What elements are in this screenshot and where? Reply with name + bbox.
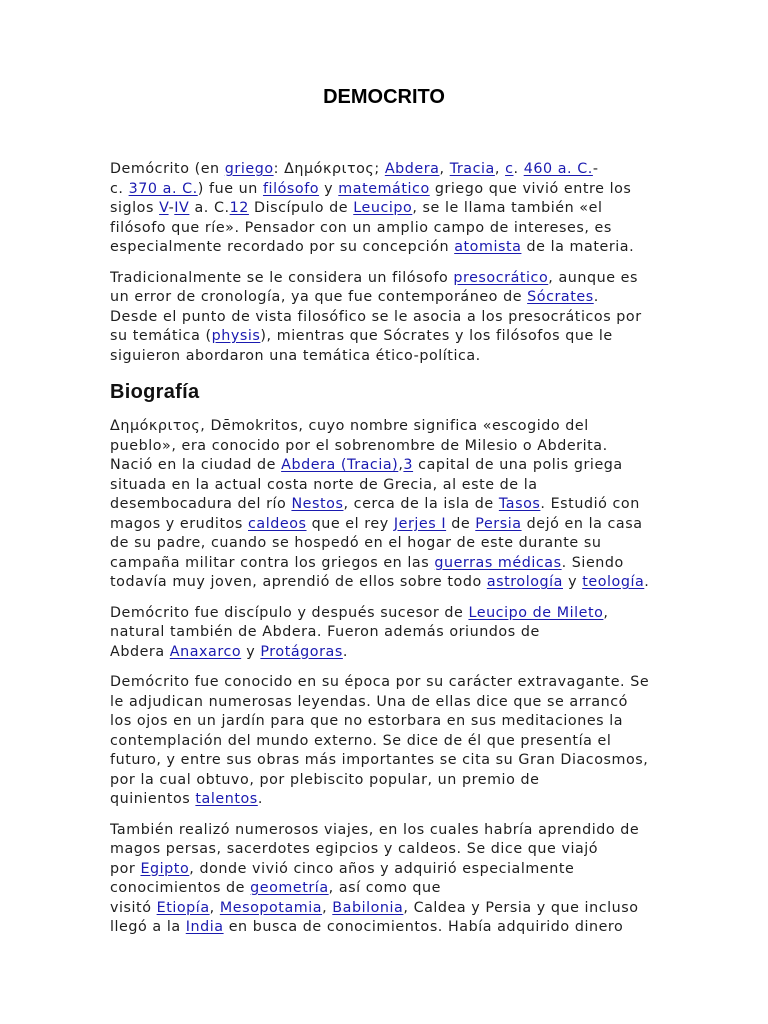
inline-link[interactable]: Babilonia [332,899,404,916]
inline-link[interactable]: Nestos [291,496,344,512]
inline-link[interactable]: 460 a. C. [523,161,593,177]
paragraph [110,417,658,593]
paragraph-text: le adjudican numerosas leyendas. Una de ellas dice que se arrancó [110,693,628,710]
paragraph-text: filósofo que ríe». Pensador con un amplio campo de intereses, es [110,219,612,236]
inline-link[interactable]: Tasos [498,496,541,512]
paragraph-text: y [563,574,583,590]
paragraph-text: , [494,161,506,177]
paragraph-text: de su padre, cuando se hospedó en el hogar de este durante su [110,535,602,551]
paragraph-text: Demócrito fue conocido en su época por su carácter extravagante. Se [110,674,650,690]
document-page [110,82,658,1024]
inline-link[interactable]: griego [224,161,274,177]
paragraph-text: Discípulo de [248,200,354,216]
inline-link[interactable]: Mesopotamia [219,899,323,916]
paragraph-text: griego que vivió entre los [429,180,632,197]
inline-link[interactable]: India [185,919,224,935]
inline-link[interactable]: caldeos [248,515,307,532]
inline-link[interactable]: IV [174,200,190,216]
paragraph-text: , [209,899,220,916]
inline-link[interactable]: physis [211,328,261,344]
paragraph-text: Nació en la ciudad de [110,457,282,473]
paragraph-text: , así como que [328,880,441,896]
inline-link[interactable]: atomista [454,239,522,255]
paragraph-text: pueblo», era conocido por el sobrenombre de Milesio o Abderita. [110,437,608,454]
inline-link[interactable]: astrología [486,574,563,590]
paragraph-text: de [446,515,476,532]
paragraph-text: , aunque es [548,269,639,286]
section-heading-biografia: Biografía [110,381,200,403]
inline-link[interactable]: presocrático [453,269,549,286]
paragraph-text: todavía muy joven, aprendió de ellos sobre todo [110,574,487,590]
inline-link[interactable]: V [159,200,169,216]
paragraph-text: dejó en la casa [521,515,643,532]
inline-link[interactable]: 370 a. C. [128,180,198,197]
paragraph [110,160,658,258]
paragraph-text: capital de una polis griega [413,457,623,473]
paragraph-text: a. C. [189,200,230,216]
inline-link[interactable]: Abdera (Tracia) [281,457,399,473]
paragraph-text: . Siendo [561,554,624,571]
inline-link[interactable]: Anaxarco [169,643,242,660]
paragraph-text: quinientos [110,791,196,807]
paragraph-text: magos persas, sacerdotes egipcios y caldeos. Se dice que viajó [110,841,599,857]
paragraph-text: y [241,643,261,660]
paragraph-text: , [439,161,450,177]
paragraph-text: , se le llama también «el [412,200,603,216]
paragraph-text: siglos [110,200,160,216]
paragraph-text: - [168,200,175,216]
inline-link[interactable]: c [505,161,514,177]
paragraph-text: , Caldea y Persia y que incluso [403,899,639,916]
paragraph-text: . [513,161,524,177]
inline-link[interactable]: Sócrates [527,289,594,305]
paragraph [110,821,658,938]
paragraph-text: - [592,161,599,177]
paragraph-text: Desde el punto de vista filosófico se le asocia a los presocráticos por [110,308,642,325]
paragraph [110,269,658,367]
paragraph-text: . [342,643,348,660]
paragraph-text: . Estudió con [540,496,640,512]
paragraph-text: un error de cronología, ya que fue contemporáneo de [110,289,528,305]
paragraph-text: siguieron abordaron una temática ético-política. [110,347,481,364]
paragraph-text: por [110,860,141,877]
paragraph-text: Δημόκριτος, Dēmokritos, cuyo nombre significa «escogido del [110,418,589,434]
inline-link[interactable]: Jerjes I [393,515,447,532]
paragraph-text: , [603,604,609,621]
paragraph-text: , cerca de la isla de [343,496,499,512]
paragraph-text: Demócrito (en [110,161,225,177]
inline-link[interactable]: Leucipo de Mileto [468,604,604,621]
paragraph-text: Demócrito fue discípulo y después sucesor de [110,604,469,621]
paragraph-text: , [398,457,404,473]
paragraph-text: desembocadura del río [110,496,292,512]
paragraph-text: También realizó numerosos viajes, en los cuales habría aprendido de [110,821,640,838]
inline-link[interactable]: Etiopía [156,899,210,916]
inline-link[interactable]: guerras médicas [434,554,562,571]
paragraph-text: de la materia. [521,239,635,255]
paragraph-text: su temática ( [110,328,212,344]
paragraph-text: contemplación del mundo externo. Se dice de él que presentía el [110,732,612,749]
paragraph-text: en busca de conocimientos. Había adquirido dinero [223,919,624,935]
inline-link[interactable]: talentos [195,791,258,807]
inline-link[interactable]: Leucipo [353,200,413,216]
inline-link[interactable]: geometría [250,880,329,896]
paragraph-text: , donde vivió cinco años y adquirió especialmente [189,860,575,877]
inline-link[interactable]: matemático [338,180,430,197]
paragraph [110,673,658,810]
paragraph-text: que el rey [306,515,394,532]
paragraph-text: y [319,180,339,197]
paragraph-text: visitó [110,899,157,916]
paragraph-text: c. [110,180,129,197]
paragraph-text: : Δημόκριτος; [273,161,385,177]
paragraph-text: magos y eruditos [110,515,248,532]
paragraph-text: . [644,574,650,590]
paragraph [110,604,658,663]
paragraph-text: llegó a la [110,919,186,935]
paragraph-text: situada en la actual costa norte de Grecia, al este de la [110,476,538,493]
paragraph-text: Tradicionalmente se le considera un filósofo [110,269,454,286]
paragraph-text: futuro, y entre sus obras más importantes se cita su Gran Diacosmos, [110,752,649,768]
inline-link[interactable]: Egipto [140,860,190,877]
inline-link[interactable]: Persia [475,515,522,532]
paragraph-text: especialmente recordado por su concepción [110,239,455,255]
inline-link[interactable]: 3 [403,457,414,473]
paragraph-text: por la cual obtuvo, por plebiscito popular, un premio de [110,771,540,788]
paragraph-text: ) fue un [197,180,263,197]
paragraph-text: natural también de Abdera. Fueron además oriundos de [110,624,540,640]
paragraph-text: ), mientras que Sócrates y los filósofos que le [260,328,613,344]
inline-link[interactable]: Abdera [384,161,440,177]
inline-link[interactable]: Protágoras [260,643,343,660]
paragraph-text: los ojos en un jardín para que no estorbara en sus meditaciones la [110,713,624,729]
paragraph-text: , [322,899,333,916]
paragraph-text: campaña militar contra los griegos en las [110,554,435,571]
inline-link[interactable]: filósofo [262,180,320,197]
paragraph-text: conocimientos de [110,880,251,896]
document-title: DEMOCRITO [323,86,445,108]
inline-link[interactable]: 12 [229,200,249,216]
paragraph-text: . [257,791,263,807]
paragraph-text: . [593,289,599,305]
paragraph-text: Abdera [110,643,170,660]
inline-link[interactable]: teología [582,574,645,590]
inline-link[interactable]: Tracia [449,161,495,177]
